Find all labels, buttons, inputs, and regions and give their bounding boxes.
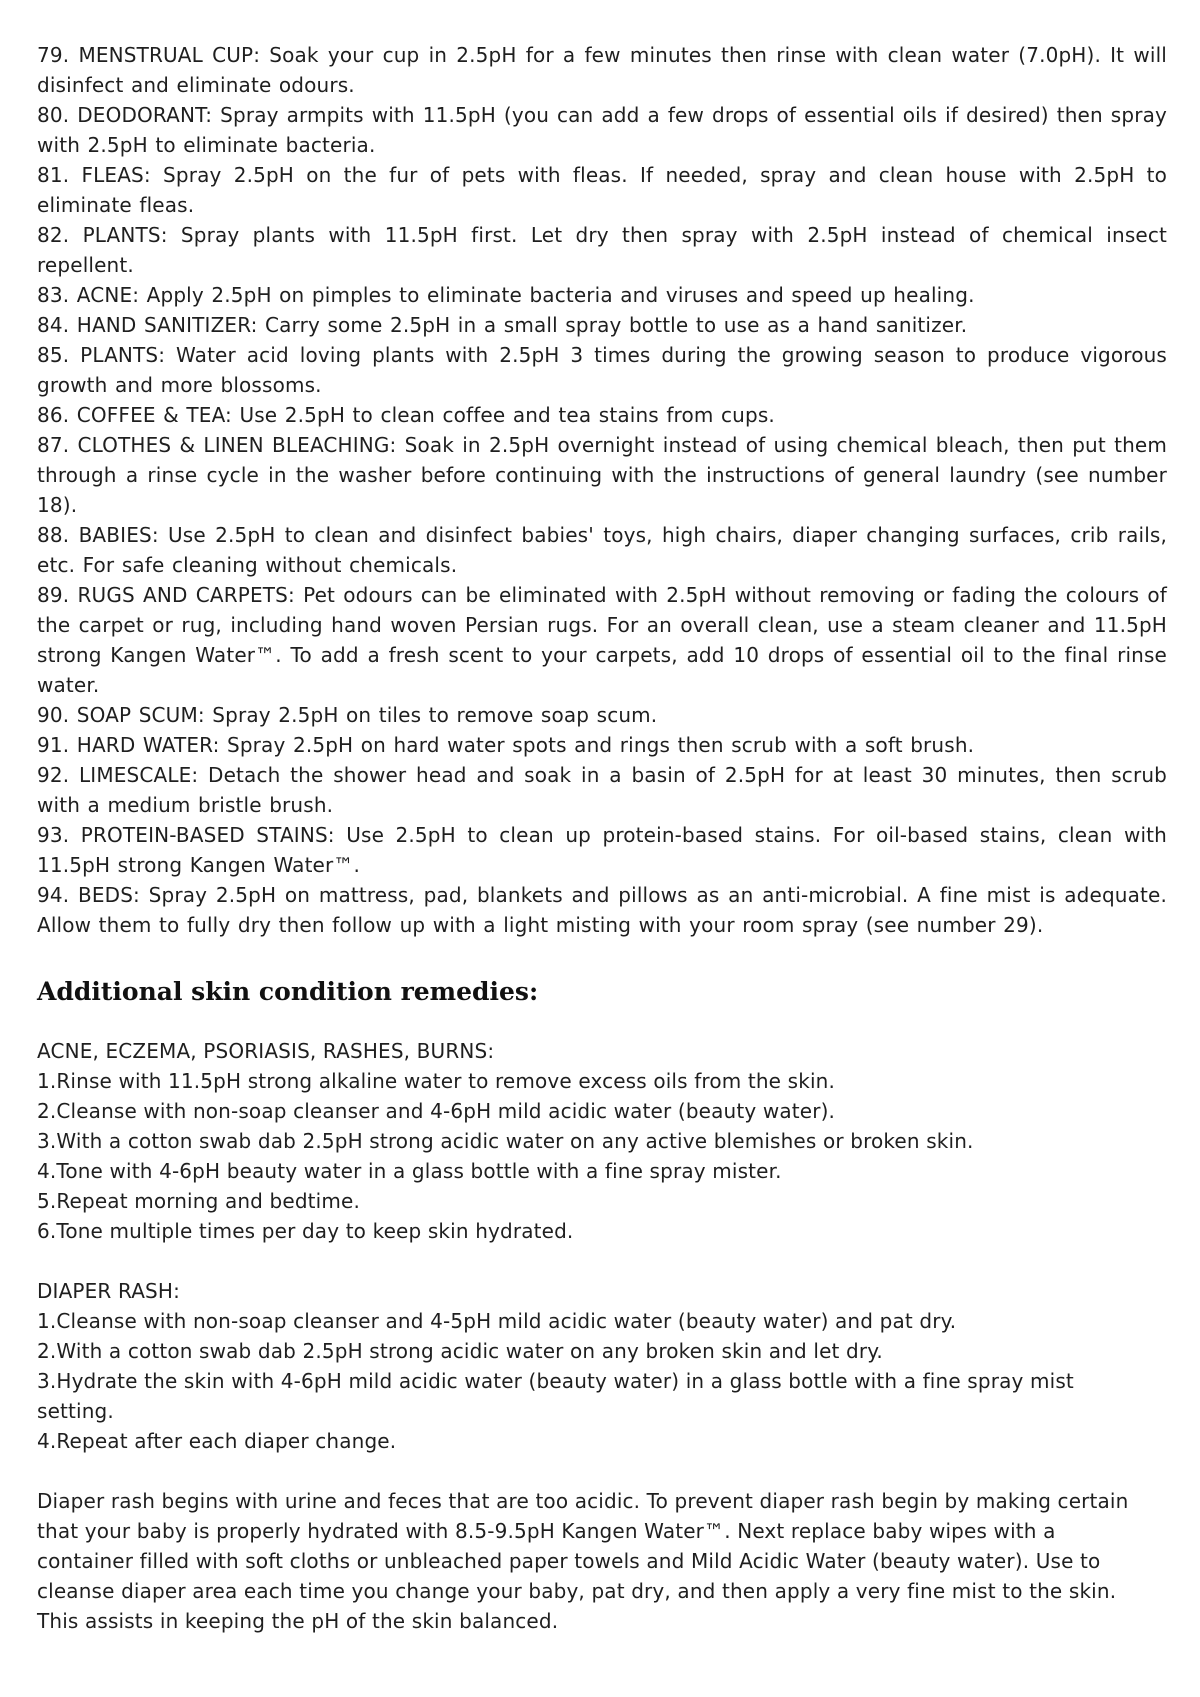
tip-88-babies: 88. BABIES: Use 2.5pH to clean and disinfect babies' toys, high chairs, diaper changing surfaces, crib rails, etc. For safe cleaning without chemicals. (37, 523, 1167, 577)
diaper-step: 2.With a cotton swab dab 2.5pH strong acidic water on any broken skin and let dry. (37, 1339, 883, 1363)
skin-step: 4.Tone with 4-6pH beauty water in a glass bottle with a fine spray mister. (37, 1159, 782, 1183)
tip-87-clothes-linen-bleaching: 87. CLOTHES & LINEN BLEACHING: Soak in 2.5pH overnight instead of using chemical bleach, then put them through a rinse cycle in the washer before continuing with the instructions of general laundry (see number 18). (37, 433, 1167, 517)
skin-step: 3.With a cotton swab dab 2.5pH strong acidic water on any active blemishes or broken skin. (37, 1129, 974, 1153)
diaper-rash-block (37, 1276, 1167, 1456)
tip-81-fleas: 81. FLEAS: Spray 2.5pH on the fur of pets with fleas. If needed, spray and clean house with 2.5pH to eliminate fleas. (37, 163, 1167, 217)
tip-82-plants: 82. PLANTS: Spray plants with 11.5pH first. Let dry then spray with 2.5pH instead of chemical insect repellent. (37, 223, 1167, 277)
tip-90-soap-scum: 90. SOAP SCUM: Spray 2.5pH on tiles to remove soap scum. (37, 703, 658, 727)
skin-step: 6.Tone multiple times per day to keep skin hydrated. (37, 1219, 574, 1243)
diaper-rash-heading: DIAPER RASH: (37, 1279, 180, 1303)
tip-80-deodorant: 80. DEODORANT: Spray armpits with 11.5pH (you can add a few drops of essential oils if desired) then spray with 2.5pH to eliminate bacteria. (37, 103, 1167, 157)
tip-84-hand-sanitizer: 84. HAND SANITIZER: Carry some 2.5pH in a small spray bottle to use as a hand sanitizer. (37, 313, 968, 337)
tip-94-beds: 94. BEDS: Spray 2.5pH on mattress, pad, blankets and pillows as an anti-microbial. A fine mist is adequate. Allow them to fully dry then follow up with a light misting with your room spray (see number 29). (37, 883, 1167, 937)
skin-step: 1.Rinse with 11.5pH strong alkaline water to remove excess oils from the skin. (37, 1069, 835, 1093)
section-title-skin-remedies: Additional skin condition remedies: (37, 977, 539, 1006)
document-page (37, 40, 1167, 1636)
tip-79-menstrual-cup: 79. MENSTRUAL CUP: Soak your cup in 2.5pH for a few minutes then rinse with clean water (7.0pH). It will disinfect and eliminate odours. (37, 43, 1167, 97)
diaper-step: 4.Repeat after each diaper change. (37, 1429, 397, 1453)
tip-92-limescale: 92. LIMESCALE: Detach the shower head and soak in a basin of 2.5pH for at least 30 minutes, then scrub with a medium bristle brush. (37, 763, 1167, 817)
tips-list (37, 40, 1167, 940)
tip-83-acne: 83. ACNE: Apply 2.5pH on pimples to eliminate bacteria and viruses and speed up healing. (37, 283, 975, 307)
tip-93-protein-stains: 93. PROTEIN-BASED STAINS: Use 2.5pH to clean up protein-based stains. For oil-based stains, clean with 11.5pH strong Kangen Water™. (37, 823, 1167, 877)
skin-step: 5.Repeat morning and bedtime. (37, 1189, 360, 1213)
skin-conditions-block (37, 1036, 1167, 1246)
tip-89-rugs-carpets: 89. RUGS AND CARPETS: Pet odours can be eliminated with 2.5pH without removing or fading the colours of the carpet or rug, including hand woven Persian rugs. For an overall clean, use a steam cleaner and 11.5pH strong Kangen Water™. To add a fresh scent to your carpets, add 10 drops of essential oil to the final rinse water. (37, 583, 1167, 697)
skin-conditions-heading: ACNE, ECZEMA, PSORIASIS, RASHES, BURNS: (37, 1039, 495, 1063)
skin-step: 2.Cleanse with non-soap cleanser and 4-6pH mild acidic water (beauty water). (37, 1099, 836, 1123)
tip-91-hard-water: 91. HARD WATER: Spray 2.5pH on hard water spots and rings then scrub with a soft brush. (37, 733, 975, 757)
diaper-step: 3.Hydrate the skin with 4-6pH mild acidic water (beauty water) in a glass bottle with a fine spray mist setting. (37, 1369, 1074, 1423)
tip-86-coffee-tea: 86. COFFEE & TEA: Use 2.5pH to clean coffee and tea stains from cups. (37, 403, 775, 427)
diaper-step: 1.Cleanse with non-soap cleanser and 4-5pH mild acidic water (beauty water) and pat dry. (37, 1309, 957, 1333)
diaper-rash-note: Diaper rash begins with urine and feces that are too acidic. To prevent diaper rash begin by making certain that your baby is properly hydrated with 8.5-9.5pH Kangen Water™. Next replace baby wipes with a container filled with soft cloths or unbleached paper towels and Mild Acidic Water (beauty water). Use to cleanse diaper area each time you change your baby, pat dry, and then apply a very fine mist to the skin. This assists in keeping the pH of the skin balanced. (37, 1489, 1129, 1633)
tip-85-plants: 85. PLANTS: Water acid loving plants with 2.5pH 3 times during the growing season to produce vigorous growth and more blossoms. (37, 343, 1167, 397)
